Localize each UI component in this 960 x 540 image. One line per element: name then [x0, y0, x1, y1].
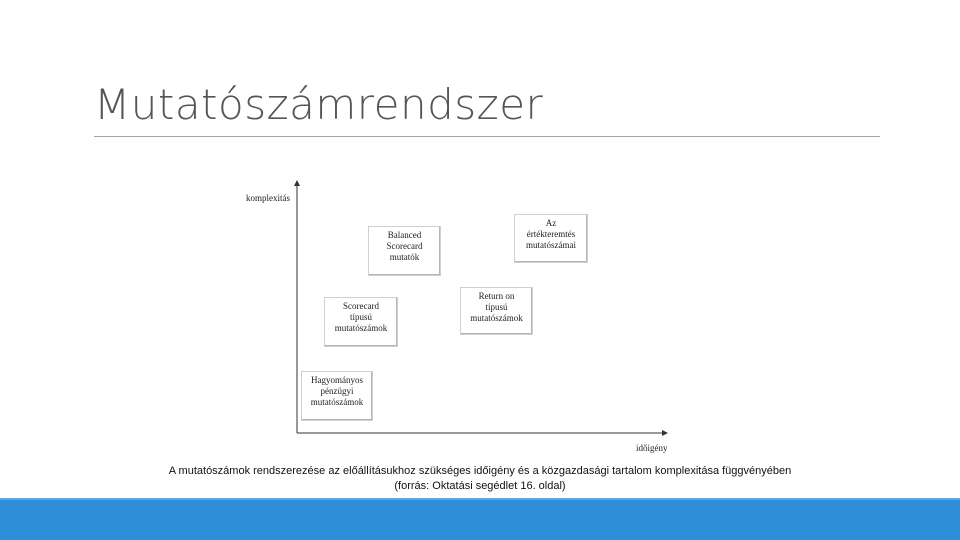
box-line: típusú — [485, 302, 508, 312]
box-line: Return on — [478, 291, 515, 301]
caption-source: (forrás: Oktatási segédlet 16. oldal) — [394, 480, 566, 492]
box-line: mutatószámai — [526, 240, 576, 250]
figure-caption — [60, 464, 900, 494]
slide-title: Mutatószámrendszer — [94, 80, 544, 129]
complexity-time-diagram — [240, 180, 710, 460]
y-axis-label: komplexitás — [246, 193, 290, 203]
box-balanced-scorecard-metrics — [368, 226, 441, 276]
box-line: Scorecard — [386, 241, 423, 251]
box-line: pénzügyi — [320, 386, 354, 396]
box-line: értékteremtés — [526, 229, 576, 239]
box-traditional-financial-metrics — [301, 371, 373, 421]
box-line: Scorecard — [343, 301, 379, 311]
box-line: mutatószámok — [334, 323, 388, 333]
title-divider — [94, 136, 880, 137]
box-scorecard-metrics — [324, 297, 398, 347]
box-line: Az — [545, 218, 557, 228]
x-axis-label: időigény — [636, 443, 668, 453]
box-line: mutatószámok — [470, 313, 523, 323]
footer-stripe — [0, 498, 960, 500]
box-value-creation-metrics — [514, 214, 588, 263]
box-line: mutatók — [389, 252, 420, 262]
box-line: Hagyományos — [311, 375, 363, 385]
box-line: mutatószámok — [310, 397, 364, 407]
box-return-on-metrics — [460, 287, 533, 335]
box-line: típusú — [349, 312, 372, 322]
caption-line: A mutatószámok rendszerezése az előállításukhoz szükséges időigény és a közgazdasági tartalom komplexitása függvényében — [168, 465, 792, 477]
box-line: Balanced — [387, 230, 422, 240]
footer-bar — [0, 498, 960, 540]
